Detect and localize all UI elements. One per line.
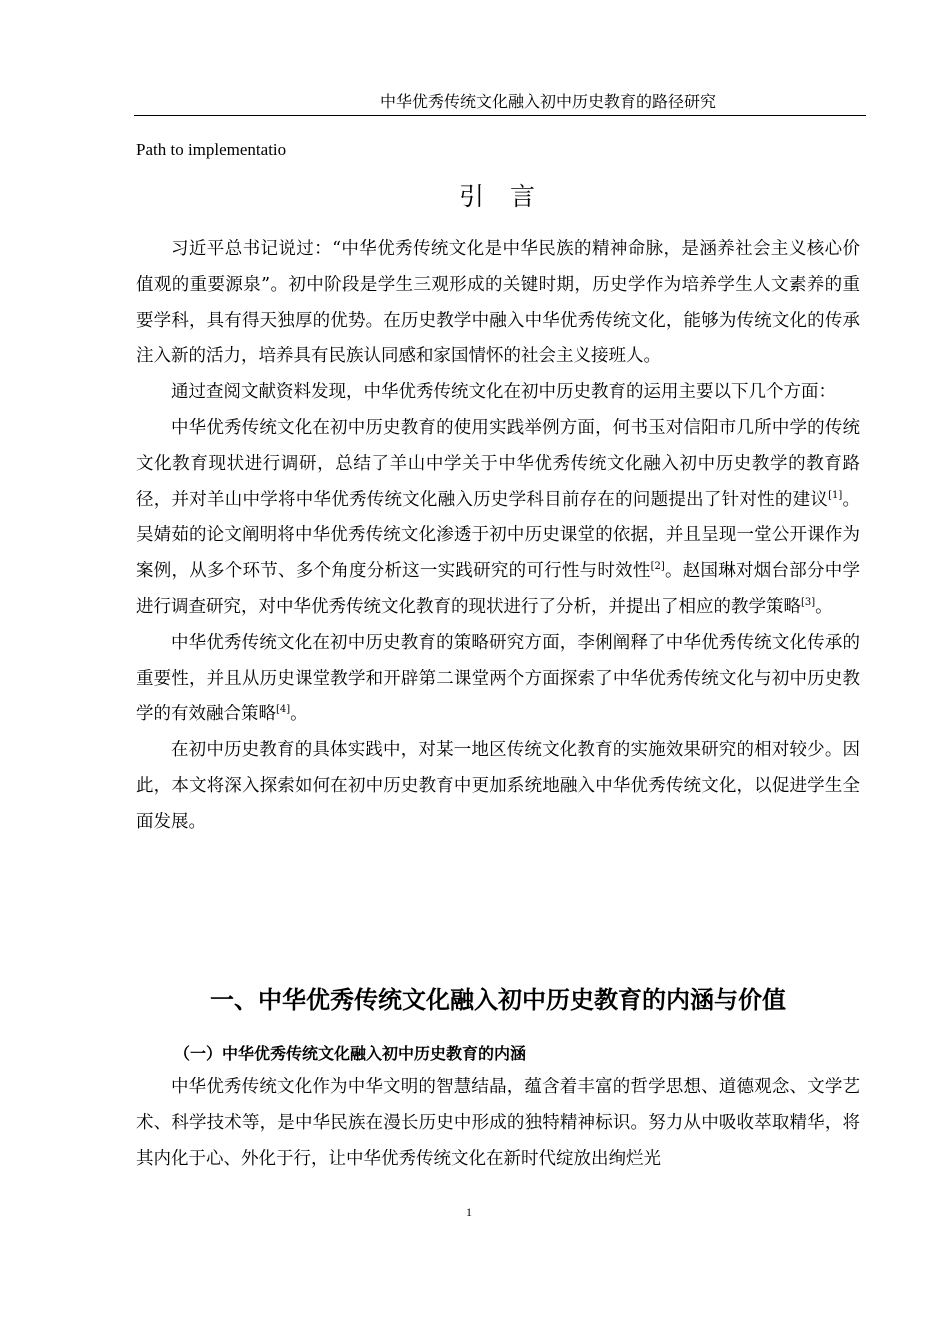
paragraph-text: 。赵国琳对烟台部分中学进行调查研究，对中华优秀传统文化教育的现状进行了分析，并提出了相应的教学策略	[136, 561, 860, 617]
paragraph-text: 。	[290, 704, 308, 725]
page-number	[0, 1204, 858, 1220]
intro-paragraph	[136, 375, 860, 411]
citation-marker: [1]	[828, 489, 843, 501]
intro-paragraph	[136, 232, 860, 375]
intro-paragraph	[136, 411, 860, 626]
chapter-heading: 一、中华优秀传统文化融入初中历史教育的内涵与价值	[210, 986, 786, 1014]
section-body	[136, 1070, 860, 1177]
intro-title: 引言	[458, 182, 561, 211]
paragraph-text: 中华优秀传统文化在初中历史教育的策略研究方面，李俐阐释了中华优秀传统文化传承的重要性，并且从历史课堂教学和开辟第二课堂两个方面探索了中华优秀传统文化与初中历史教学的有效融合策略	[136, 632, 860, 725]
intro-body	[136, 232, 860, 841]
intro-paragraph	[136, 733, 860, 840]
paragraph-text: 中华优秀传统文化在初中历史教育的使用实践举例方面，何书玉对信阳市几所中学的传统文化教育现状进行调研，总结了羊山中学关于中华优秀传统文化融入初中历史教学的教育路径，并对羊山中学将中华优秀传统文化融入历史学科目前存在的问题提出了针对性的建议	[136, 417, 860, 510]
running-header	[134, 91, 866, 116]
paragraph-text: 习近平总书记说过：“中华优秀传统文化是中华民族的精神命脉，是涵养社会主义核心价值观的重要源泉”。初中阶段是学生三观形成的关键时期，历史学作为培养学生人文素养的重要学科，具有得天独厚的优势。在历史教学中融入中华优秀传统文化，能够为传统文化的传承注入新的活力，培养具有民族认同感和家国情怀的社会主义接班人。	[136, 239, 860, 367]
paragraph-text: 。	[815, 596, 833, 617]
citation-marker: [3]	[801, 597, 816, 609]
paragraph-text: 在初中历史教育的具体实践中，对某一地区传统文化教育的实施效果研究的相对较少。因此，本文将深入探索如何在初中历史教育中更加系统地融入中华优秀传统文化，以促进学生全面发展。	[136, 740, 860, 832]
running-header-title: 中华优秀传统文化融入初中历史教育的路径研究	[379, 92, 716, 111]
paragraph-text: 通过查阅文献资料发现，中华优秀传统文化在初中历史教育的运用主要以下几个方面：	[171, 382, 836, 403]
intro-paragraph	[136, 626, 860, 733]
citation-marker: [2]	[650, 561, 665, 573]
section-heading: （一）中华优秀传统文化融入初中历史教育的内涵	[174, 1044, 527, 1063]
section-paragraph: 中华优秀传统文化作为中华文明的智慧结晶，蕴含着丰富的哲学思想、道德观念、文学艺术、科学技术等，是中华民族在漫长历史中形成的独特精神标识。努力从中吸收萃取精华，将其内化于心、外化于行，让中华优秀传统文化在新时代绽放出绚烂光	[136, 1077, 860, 1169]
paragraph-text: 。吴婧茹的论文阐明将中华优秀传统文化渗透于初中历史课堂的依据，并且呈现一堂公开课作为案例，从多个环节、多个角度分析这一实践研究的可行性与时效性	[136, 489, 861, 582]
citation-marker: [4]	[276, 704, 291, 716]
english-title-fragment: Path to implementatio	[136, 140, 287, 159]
page-number-value: 1	[466, 1205, 472, 1219]
